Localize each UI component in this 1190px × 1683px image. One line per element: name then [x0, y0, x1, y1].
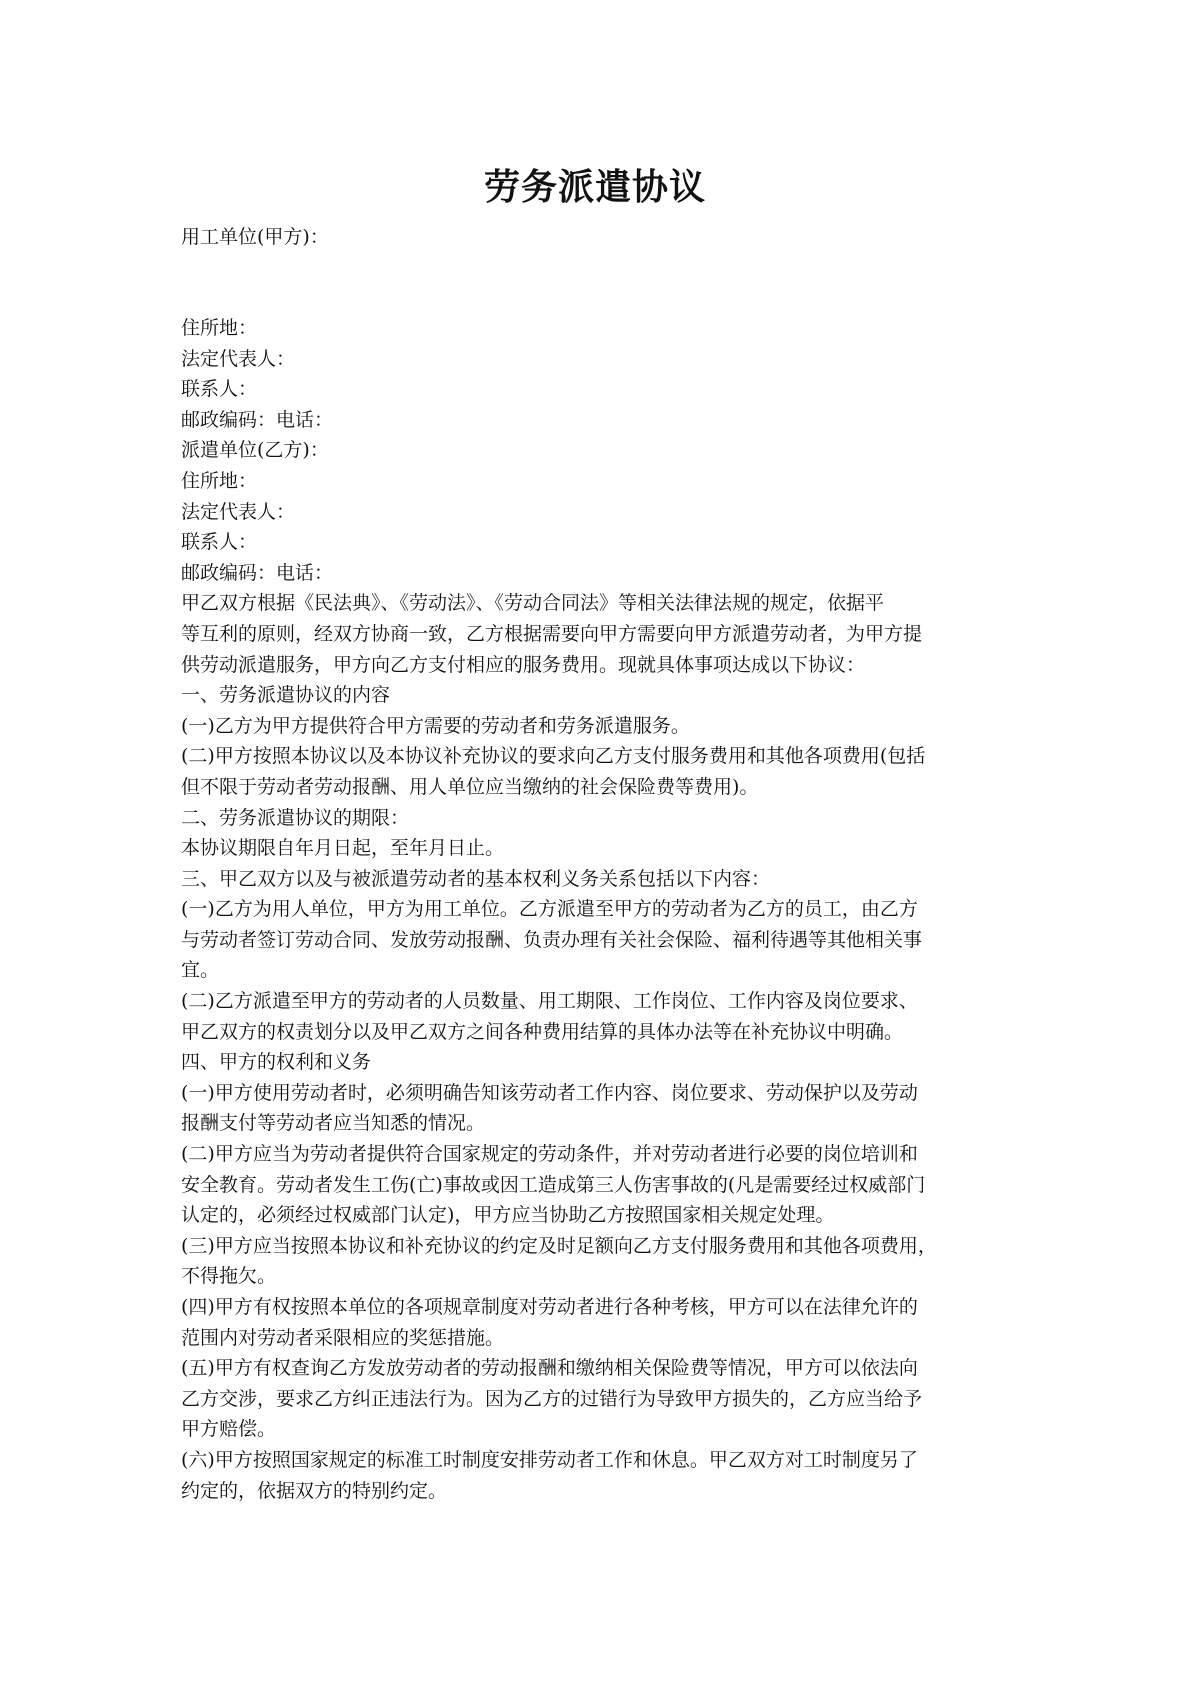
clause-line: 约定的，依据双方的特别约定。	[181, 1479, 448, 1502]
clause-line: (五)甲方有权查询乙方发放劳动者的劳动报酬和缴纳相关保险费等情况，甲方可以依法向	[181, 1357, 918, 1380]
party-b-label: 派遣单位(乙方)：	[181, 439, 329, 462]
clause-line: 报酬支付等劳动者应当知悉的情况。	[181, 1112, 486, 1135]
clause-line: 本协议期限自年月日起，至年月日止。	[181, 837, 505, 860]
document-title: 劳务派遣协议	[483, 167, 706, 208]
clause-line: (四)甲方有权按照本单位的各项规章制度对劳动者进行各种考核，甲方可以在法律允许的	[181, 1296, 918, 1318]
preamble-line: 等互利的原则，经双方协商一致，乙方根据需要向甲方需要向甲方派遣劳动者，为甲方提	[181, 622, 923, 645]
clause-line: (一)甲方使用劳动者时，必须明确告知该劳动者工作内容、岗位要求、劳动保护以及劳动	[181, 1081, 918, 1104]
preamble-line: 供劳动派遣服务，甲方向乙方支付相应的服务费用。现就具体事项达成以下协议：	[181, 653, 866, 676]
party-b-legal-rep: 法定代表人：	[181, 500, 296, 523]
clause-line: 认定的，必须经过权威部门认定)，甲方应当协助乙方按照国家相关规定处理。	[181, 1204, 835, 1227]
clause-line: (六)甲方按照国家规定的标准工时制度安排劳动者工作和休息。甲乙双方对工时制度另了	[181, 1448, 918, 1471]
clause-line: (一)乙方为甲方提供符合甲方需要的劳动者和劳务派遣服务。	[181, 714, 690, 737]
clause-line: 但不限于劳动者劳动报酬、用人单位应当缴纳的社会保险费等费用)。	[181, 775, 759, 798]
clause-line: 安全教育。劳动者发生工伤(亡)事故或因工造成第三人伤害事故的(凡是需要经过权威部门	[181, 1173, 926, 1196]
preamble-line: 甲乙双方根据《民法典》、《劳动法》、《劳动合同法》等相关法律法规的规定，依据平	[181, 592, 885, 615]
clause-line: 甲方赔偿。	[181, 1418, 277, 1441]
clause-line: (三)甲方应当按照本协议和补充协议的约定及时足额向乙方支付服务费用和其他各项费用，	[181, 1234, 937, 1257]
clause-line: 与劳动者签订劳动合同、发放劳动报酬、负责办理有关社会保险、福利待遇等其他相关事	[181, 928, 923, 951]
clause-line: (二)甲方按照本协议以及本协议补充协议的要求向乙方支付服务费用和其他各项费用(包括	[181, 745, 926, 768]
party-b-postcode-phone: 邮政编码：电话：	[181, 561, 334, 584]
section-heading-1: 一、劳务派遣协议的内容	[181, 684, 391, 707]
clause-line: 范围内对劳动者采限相应的奖惩措施。	[181, 1326, 505, 1349]
party-a-contact: 联系人：	[181, 378, 258, 401]
clause-line: (一)乙方为用人单位，甲方为用工单位。乙方派遣至甲方的劳动者为乙方的员工，由乙方	[181, 898, 918, 921]
clause-line: 乙方交涉，要求乙方纠正违法行为。因为乙方的过错行为导致甲方损失的，乙方应当给予	[181, 1387, 923, 1410]
document-body	[181, 313, 1011, 1506]
party-a-postcode-phone: 邮政编码：电话：	[181, 408, 334, 431]
header-block	[181, 222, 1011, 253]
party-b-contact: 联系人：	[181, 531, 258, 554]
party-b-address: 住所地：	[181, 469, 258, 492]
section-heading-2: 二、劳务派遣协议的期限：	[181, 806, 410, 829]
section-heading-3: 三、甲乙双方以及与被派遣劳动者的基本权利义务关系包括以下内容：	[181, 867, 771, 890]
party-a-address: 住所地：	[181, 317, 258, 339]
clause-line: 不得拖欠。	[181, 1265, 277, 1288]
clause-line: (二)乙方派遣至甲方的劳动者的人员数量、用工期限、工作岗位、工作内容及岗位要求、	[181, 990, 918, 1013]
clause-line: 甲乙双方的权责划分以及甲乙双方之间各种费用结算的具体办法等在补充协议中明确。	[181, 1020, 904, 1043]
party-a-legal-rep: 法定代表人：	[181, 347, 296, 370]
section-heading-4: 四、甲方的权利和义务	[181, 1051, 372, 1074]
clause-line: (二)甲方应当为劳动者提供符合国家规定的劳动条件，并对劳动者进行必要的岗位培训和	[181, 1143, 918, 1166]
clause-line: 宜。	[181, 959, 220, 982]
party-a-label: 用工单位(甲方)：	[181, 226, 329, 248]
